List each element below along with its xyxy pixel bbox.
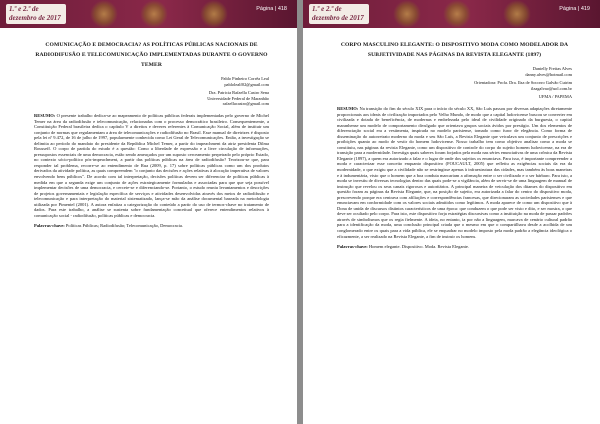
keywords-text: Homem elegante. Dispositivo. Moda. Revista Elegante. bbox=[368, 244, 469, 250]
paper-title: COMUNICAÇÃO E DEMOCRACIA? AS POLÍTICAS PÚBLICAS NACIONAIS DE RADIODIFUSÃO E TELECOMUNICAÇÃO IMPLEMENTADAS DURANTE O GOVERNO TEMER bbox=[35, 42, 268, 68]
keywords bbox=[337, 244, 572, 250]
author-name: Danielly Freitas Alves bbox=[532, 66, 572, 71]
keywords-label: Palavras-chave: bbox=[337, 244, 368, 250]
keywords-label: Palavras-chave: bbox=[34, 223, 65, 229]
page-content bbox=[34, 40, 269, 414]
affiliation: UFMA / PAPEMA bbox=[538, 94, 572, 100]
page-banner bbox=[0, 0, 297, 28]
page-banner bbox=[303, 0, 600, 28]
author-name: Pablo Pinheiro Corrêa Leal bbox=[221, 76, 269, 81]
advisor-email: rafaellacastro@gmail.com bbox=[222, 101, 269, 107]
advisor-affiliation: Universidade Federal de Maranhão bbox=[207, 95, 269, 101]
event-logo: 1.º e 2.º de dezembro de 2017 bbox=[6, 4, 66, 24]
advisor-email: ilzagalvao@uol.com.br bbox=[530, 85, 572, 91]
keywords bbox=[34, 223, 269, 229]
paper-title: CORPO MASCULINO ELEGANTE: O DISPOSITIVO MODA COMO MODELADOR DA SUBJETIVIDADE NAS PÁGINAS DA REVISTA ELEGANTE (1897) bbox=[340, 42, 569, 58]
author-email: danny.alves@hotmail.com bbox=[525, 71, 572, 77]
keywords-text: Políticas Públicas; Radiodifusão; Telecomunicação, Democracia. bbox=[65, 223, 183, 229]
abstract bbox=[34, 113, 269, 218]
page-content bbox=[337, 40, 572, 414]
page-right bbox=[303, 0, 600, 424]
page-left bbox=[0, 0, 297, 424]
page-number: Página | 418 bbox=[256, 6, 287, 12]
page-number: Página | 419 bbox=[559, 6, 590, 12]
abstract-text: O presente trabalho dedica-se ao mapeamento de políticas públicas federais implementadas pelo governo de Michel Temer na área da radiodifusão e telecomunicação, relacionadas com o processo democrático brasileiro. Consequentemente, a Constituição Federal brasileira dedica o capítulo V a direitos e deveres referentes à Comunicação Social, além de instituir um conjunto de normas que regulamentam a área de telecomunicações e radiodifusão no Brasil. Esse manual de diretrizes é disposto pela lei nº 9.472, de 16 de julho de 1997, popularmente conhecida como Lei Geral de Telecomunicações. Então, a investigação se delimita ao período do mandato do presidente da República Michel Temer, a partir do impeachment da atriz presidenta Dilma Rousseff. O corpo de partida do estudo é a questão: Como a liberdade de expressão e a livre circulação de informações, pressupostos essenciais de uma democracia, estão sendo ameaçados por um suposto cerceamento perpetrado pelo próprio Estado, no contexto sócio-político pós-impeachment, a partir das políticas públicas na área de radiodifusão? Teorizou-se que, para responder tal problema, recorre-se ao entendimento de Rua (2009, p. 17) sobre políticas públicas como um dos produtos derivados da atividade política, as quais compreendem "o conjunto das decisões e ações relativas à alocação imperativa de valores envolvendo bens públicos". De acordo com tal interpretação, decisões políticas devem ser diferenciar de políticas públicas à medida em que a segunda exige um conjunto de ações estrategicamente formuladas e associadas para que que seja possível implementar decisões de uma democracia, e cerceie-se e diferenciando-se. Portanto, o estudo reuniu levantamentos e descrições de projetos governamentais e legislação específica de serviços e atividades desenvolvidas através dos meios de radiodifusão e telecomunicação e para interpretação do material sistematizado, lança-se mão da análise documental baseada na metodologia utilizada por Pimentel (2001). A autora enfatiza a categorização do conteúdo a partir do uso de termos-chave no tratamento de dados. Para este trabalho, a análise se sustenta sobre fundamentação conceitual que oferece entendimentos relativos à comunicação social - radiodifusão, políticas públicas e democracia. bbox=[34, 112, 270, 218]
abstract-text: Na transição do fim do século XIX para o início do século XX, São Luís passou por diversas adaptações diretamente proporcionais aos ideais de civilização importados pelo Velho Mundo, de modo que a capital ludovicense buscou se converter em civilizada e dotada de beneficência, de modernas e embelezada pelo ideal de civilidade originado da burguesia, o capital maranhense um modelo de comportamento divulgado que orientava grupos sociais ávidos por prestígio. Um dos elementos de diferenciação social era a vestimenta, inspirada no modelo parisiense, tomado como furor de elegância. Como forma de disseminação do autorretrato moderno da moda e seu São Luís, a Revista Elegante que veiculava um conjunto de prescrições e proibições quanto ao modo de vestir do homem ludovicense. Nosso trabalho tem como objetivo analisar como a moda se constituiu, nas páginas da revista Elegante, como um dispositivo de controle do corpo do sujeito homem ludovicense, na era de transição para a modernidade. Investiga quais saberes foram forjados pela moda nas séries enunciativas de uma crônica da Revista Elegante (1897), a quem era autorizado a falar e o lugar de onde dos sujeitos os enunciava. Para isso, é importante compreender a moda e caracterizar esse conceito enquanto dispositivo (FOUCAULT, 2005) que refletiu as exigências sociais da era da modernidade, o que exigiu que a civilidade não se restringisse apenas à infraestrutura das cidades, mas também às boas maneiras e à indumentária, visto que o homem que a boa conduta marcariam a afirmação entre o ser civilizado e o ser bárbaro. Para isto, a moda se investiu de diversas tecnologias dentro das quais pode-se a vigilância, além de servir-se de uma linguagem de manual de instrução que revelou os seus canais rigorosos e autoritários. A principal maneira de veiculação dos ditames do dispositivo em questão foram as páginas da Revista Elegante, que, na posição de sujeito, era autorizada a falar do centro do dispositivo moda, prescrevendo porque era centrava com afiliações e correspondências francesas, que direcionaram as sociedades parisienses e que enunciavam em conformidade com os valores sociais admitidos como legítimos. A moda aparece de como um dispositivo que à Dona de unida de discursos distintos característicos de uma época: que conduzem o que pode ser visto e dito, e ser mostra, o que deve ser ocultado pelo corpo. Para isto, este dispositivo forja estratégias discursivas como a instituição na moda de passar padrões através de simbolismos que os regia fielmente. A ideia, no entanto, ia por não a linguagem, marcava de cenário cultural padrão para a identificação da moda, uma conclusão principal criada que o mesmo em que o compartilhava desde a acolhida de um conglomerado entre os quais para a vida pública, ele se enquadrar no modelo imposto pela moda padrão a elegância ideológica o eficazmente, a ser realizado na Revista Elegante, a fim de instruir os homens. bbox=[337, 105, 572, 239]
abstract bbox=[337, 106, 572, 239]
abstract-label: RESUMO: bbox=[337, 105, 359, 111]
author-email: pablolealf02@gmail.com bbox=[224, 81, 269, 87]
advisor-name: Dra. Patricia Rafaella Castro Sena bbox=[208, 90, 269, 96]
abstract-label: RESUMO: bbox=[34, 112, 56, 118]
author-block bbox=[337, 66, 572, 100]
event-logo: 1.º e 2.º de dezembro de 2017 bbox=[309, 4, 369, 24]
advisor-name: Orientadora: Profa. Dra. Ilza de Socorro Galvão Cutrim bbox=[474, 80, 572, 86]
author-block bbox=[34, 76, 269, 107]
